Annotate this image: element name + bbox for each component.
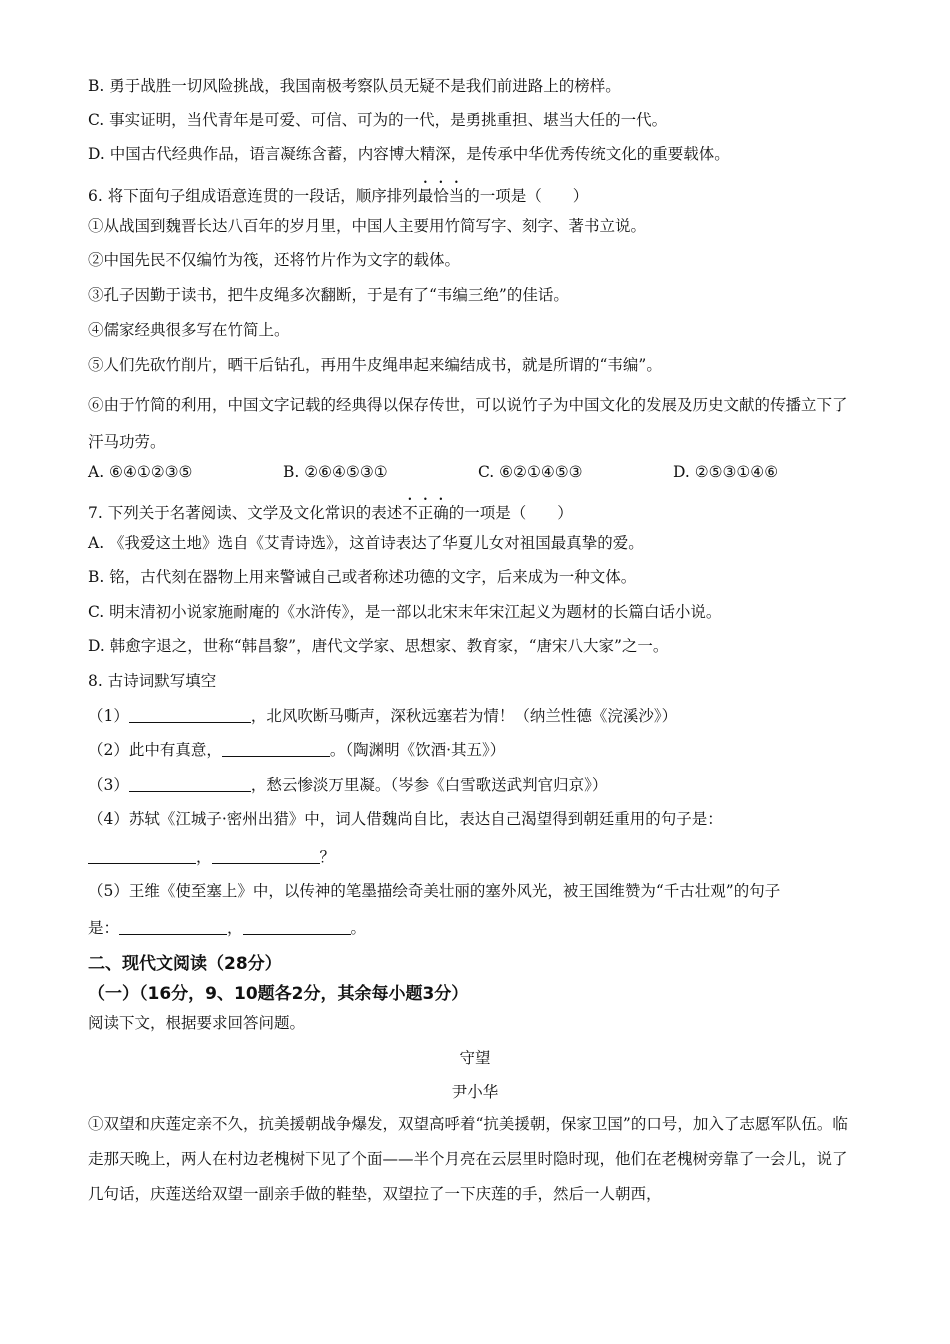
q8-item-5-prefix: 是： [88, 919, 120, 937]
q7-stem-after: 的一项是（ ） [448, 504, 573, 522]
q6-option-a: A. ⑥④①②③⑤ [88, 463, 193, 481]
q8-item-4-end: ？ [319, 848, 336, 866]
q6-options [88, 460, 862, 484]
q6-stem-after: 的一项是（ ） [464, 187, 589, 205]
q7-option-c: C. 明末清初小说家施耐庵的《水浒传》，是一部以北宋末年宋江起义为题材的长篇白话小说。 [88, 603, 722, 621]
q8-item-1-number: （1） [88, 707, 129, 725]
story-title: 守望 [459, 1049, 491, 1067]
q8-item-4-separator: ， [196, 848, 212, 866]
q6-sentence-4: ④儒家经典很多写在竹简上。 [88, 321, 290, 339]
q6-sentence-5: ⑤人们先砍竹削片，晒干后钻孔，再用牛皮绳串起来编结成书，就是所谓的“韦编”。 [88, 356, 662, 374]
q5-option-c: C. 事实证明，当代青年是可爱、可信、可为的一代，是勇挑重担、堪当大任的一代。 [88, 111, 668, 129]
q8-item-1-text: ，北风吹断马嘶声，深秋远塞若为情！（纳兰性德《浣溪沙》） [250, 707, 678, 725]
q7-option-a: A. 《我爱这土地》选自《艾青诗选》，这首诗表达了华夏儿女对祖国最真挚的爱。 [88, 534, 644, 552]
q8-item-1 [88, 704, 862, 728]
q6-option-d: D. ②⑤③①④⑥ [673, 463, 779, 481]
story-author: 尹小华 [451, 1083, 499, 1101]
q8-blank-3[interactable] [129, 775, 251, 792]
q6-stem [88, 178, 862, 208]
subsection-heading: （一）（16分，9、10题各2分，其余每小题3分） [88, 984, 469, 1004]
q8-item-2 [88, 738, 862, 762]
q8-item-3 [88, 773, 862, 797]
q8-blank-5b[interactable] [243, 918, 351, 935]
q8-item-5: （5）王维《使至塞上》中，以传神的笔墨描绘奇美壮丽的塞外风光，被王国维赞为“千古壮观”的句子 [88, 882, 781, 900]
q8-item-2-source: 。（陶渊明《饮酒·其五》） [329, 741, 506, 759]
q6-sentence-1: ①从战国到魏晋长达八百年的岁月里，中国人主要用竹简写字、刻字、著书立说。 [88, 217, 647, 235]
q8-item-2-text: （2）此中有真意， [88, 741, 222, 759]
q7-option-d: D. 韩愈字退之，世称“韩昌黎”，唐代文学家、思想家、教育家，“唐宋八大家”之一。 [88, 637, 669, 655]
q6-sentence-3: ③孔子因勤于读书，把牛皮绳多次翻断，于是有了“韦编三绝”的佳话。 [88, 286, 569, 304]
q8-blank-2[interactable] [222, 740, 330, 757]
q8-item-5-separator: ， [227, 919, 243, 937]
q7-option-b: B. 铭，古代刻在器物上用来警诫自己或者称述功德的文字，后来成为一种文体。 [88, 568, 637, 586]
q8-item-5-end: 。 [350, 919, 367, 937]
q8-title: 8. 古诗词默写填空 [88, 672, 217, 690]
q8-blank-4a[interactable] [88, 847, 196, 864]
reading-instruction: 阅读下文，根据要求回答问题。 [88, 1014, 306, 1032]
q6-stem-before: 6. 将下面句子组成语意连贯的一段话，顺序排列 [88, 187, 418, 205]
q8-blank-5a[interactable] [119, 918, 227, 935]
q7-stem [88, 495, 862, 525]
section-heading: 二、现代文阅读（28分） [88, 954, 282, 974]
q8-item-3-number: （3） [88, 776, 129, 794]
q5-option-d: D. 中国古代经典作品，语言凝练含蓄，内容博大精深，是传承中华优秀传统文化的重要载体。 [88, 145, 730, 163]
q8-blank-4b[interactable] [212, 847, 320, 864]
story-paragraph-1: ①双望和庆莲定亲不久，抗美援朝战争爆发，双望高呼着“抗美援朝，保家卫国”的口号，加入了志愿军队伍。临走那天晚上，两人在村边老槐树下见了个面——半个月亮在云层里时隐时现，他们在老槐树旁靠了一会儿，说了几句话，庆莲送给双望一副亲手做的鞋垫，双望拉了一下庆莲的手，然后一人朝西， [88, 1115, 848, 1203]
q6-option-b: B. ②⑥④⑤③① [283, 463, 388, 481]
q8-item-5-answer [88, 916, 862, 940]
q8-item-4-answer [88, 845, 862, 869]
q6-sentence-6: ⑥由于竹简的利用，中国文字记载的经典得以保存传世，可以说竹子为中国文化的发展及历史文献的传播立下了汗马功劳。 [88, 396, 848, 451]
q6-sentence-2: ②中国先民不仅编竹为筏，还将竹片作为文字的载体。 [88, 251, 461, 269]
q7-stem-emphasis: 不正确 [402, 504, 449, 522]
q8-blank-1[interactable] [129, 706, 251, 723]
q5-option-b: B. 勇于战胜一切风险挑战，我国南极考察队员无疑不是我们前进路上的榜样。 [88, 77, 621, 95]
q8-item-4: （4）苏轼《江城子·密州出猎》中，词人借魏尚自比，表达自己渴望得到朝廷重用的句子是： [88, 810, 723, 828]
q6-stem-emphasis: 最恰当 [417, 187, 465, 205]
q8-item-3-text: ，愁云惨淡万里凝。（岑参《白雪歌送武判官归京》） [250, 776, 608, 794]
q7-stem-before: 7. 下列关于名著阅读、文学及文化常识的表述 [88, 504, 403, 522]
q6-option-c: C. ⑥②①④⑤③ [478, 463, 583, 481]
